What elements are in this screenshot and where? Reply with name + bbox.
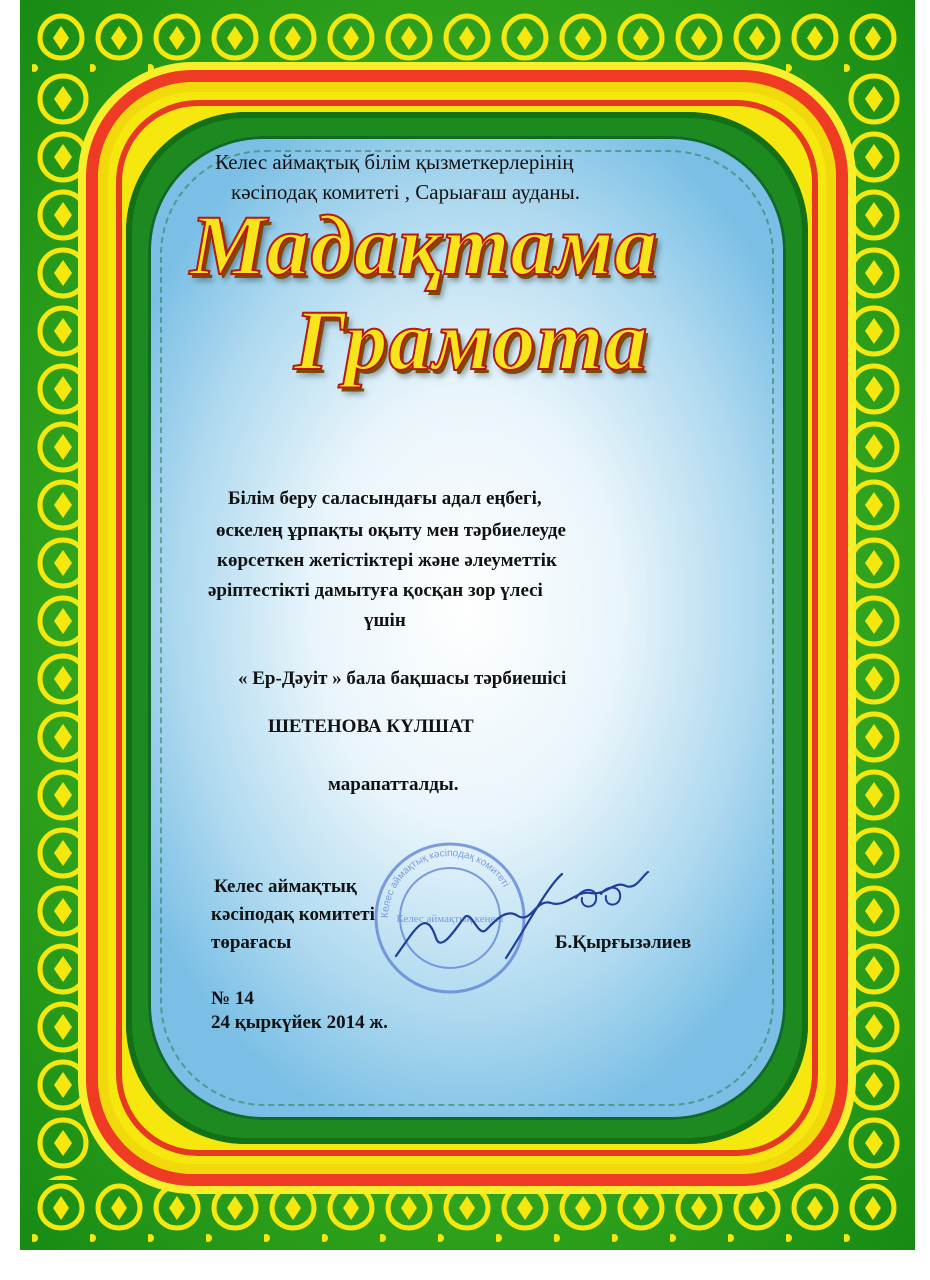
signer-line-1: Келес аймақтық xyxy=(214,876,357,897)
recipient-name: ШЕТЕНОВА КҮЛШАТ xyxy=(268,716,474,737)
body-line-4: әріптестікті дамытуға қосқан зор үлесі xyxy=(208,580,543,601)
title-madaqtama: Мадақтама xyxy=(190,197,659,293)
certificate-date: 24 қыркүйек 2014 ж. xyxy=(211,1012,388,1033)
signer-name: Б.Қырғызәлиев xyxy=(555,932,692,953)
stamp-center-text: Келес аймақтық кеңесі xyxy=(396,913,504,925)
body-line-3: көрсеткен жетістіктері және әлеуметтік xyxy=(217,550,557,571)
signer-line-2: кәсіподақ комитеті xyxy=(211,904,375,925)
ornament-border-right xyxy=(841,70,907,1180)
organization-line-2: кәсіподақ комитеті , Сарыағаш ауданы. xyxy=(231,180,580,204)
awarded-line: марапатталды. xyxy=(328,774,459,795)
kindergarten-line: « Ер-Дәуіт » бала бақшасы тәрбиешісі xyxy=(238,668,567,689)
signer-line-3: төрағасы xyxy=(211,932,292,953)
organization-line-1: Келес аймақтық білім қызметкерлерінің xyxy=(215,150,574,174)
title-gramota: Грамота xyxy=(294,292,649,388)
body-line-2: өскелең ұрпақты оқыту мен тәрбиелеуде xyxy=(216,520,566,541)
ornament-border-top xyxy=(32,10,902,74)
ornament-border-left xyxy=(30,70,96,1180)
body-line-5: үшін xyxy=(364,610,406,631)
stamp-ring-text: Келес аймақтық кәсіподақ комитеті xyxy=(379,847,511,919)
body-line-1: Білім беру саласындағы адал еңбегі, xyxy=(228,488,542,509)
ornament-border-bottom xyxy=(32,1180,902,1244)
certificate-number: № 14 xyxy=(211,988,254,1009)
